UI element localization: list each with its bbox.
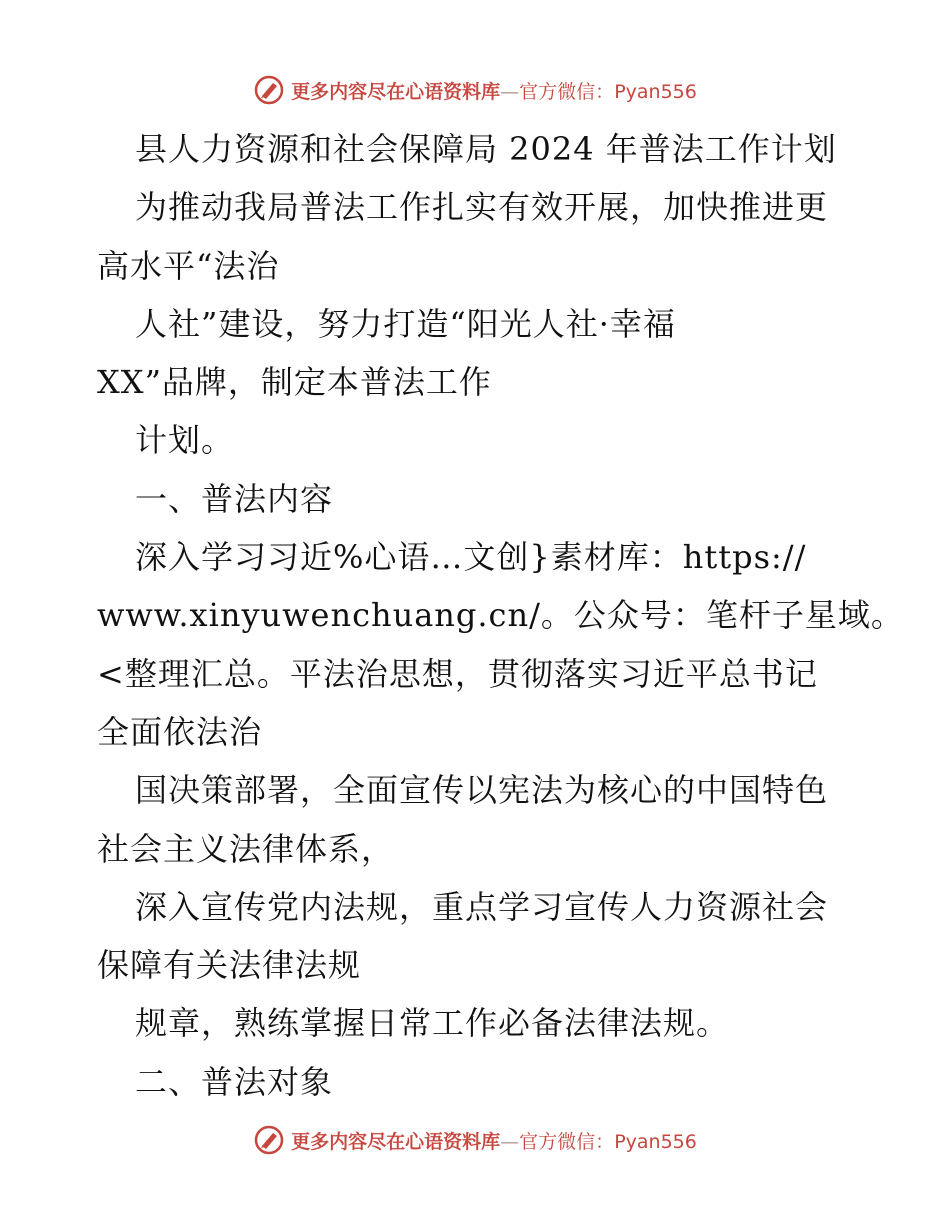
document-line: 人社”建设，努力打造“阳光人社·幸福 — [135, 304, 676, 343]
footer-banner-contact: 官方微信： — [519, 1130, 615, 1153]
header-banner-wechat-id: Pyan556 — [614, 80, 697, 103]
document-line: www.xinyuwenchuang.cn/。公众号：笔杆子星域。 — [97, 596, 904, 635]
document-line: 保障有关法律法规 — [97, 946, 362, 985]
document-line: 国决策部署，全面宣传以宪法为核心的中国特色 — [135, 771, 829, 810]
document-line: 社会主义法律体系， — [97, 829, 395, 868]
footer-banner-slogan: 更多内容尽在心语资料库 — [291, 1130, 501, 1153]
document-line: XX”品牌，制定本普法工作 — [97, 363, 492, 402]
document-line: 二、普法对象 — [135, 1062, 334, 1101]
document-body — [97, 120, 904, 1111]
document-line: 深入宣传党内法规，重点学习宣传人力资源社会 — [135, 887, 829, 926]
footer-banner — [0, 1120, 950, 1160]
document-line: 全面依法治 — [97, 712, 263, 751]
footer-banner-text — [291, 1127, 697, 1154]
brush-pen-logo-icon — [253, 74, 285, 106]
brush-pen-logo-icon — [253, 1124, 285, 1156]
document-line: 深入学习习近%心语…文创}素材库：https:// — [135, 538, 807, 577]
header-banner — [0, 70, 950, 110]
header-banner-text — [291, 77, 697, 104]
header-banner-slogan: 更多内容尽在心语资料库 — [291, 80, 501, 103]
header-banner-contact: 官方微信： — [519, 80, 615, 103]
document-line: 规章，熟练掌握日常工作必备法律法规。 — [135, 1004, 730, 1043]
document-line: 一、普法内容 — [135, 479, 334, 518]
document-line: 高水平“法治 — [97, 246, 280, 285]
document-line: <整理汇总。平法治思想，贯彻落实习近平总书记 — [97, 654, 818, 693]
document-line: 县人力资源和社会保障局 2024 年普法工作计划 — [135, 130, 837, 168]
footer-banner-wechat-id: Pyan556 — [614, 1130, 697, 1153]
footer-banner-separator: — — [500, 1130, 520, 1153]
document-line: 计划。 — [135, 421, 235, 460]
document-line: 为推动我局普法工作扎实有效开展，加快推进更 — [135, 188, 829, 227]
header-banner-separator: — — [500, 80, 520, 103]
